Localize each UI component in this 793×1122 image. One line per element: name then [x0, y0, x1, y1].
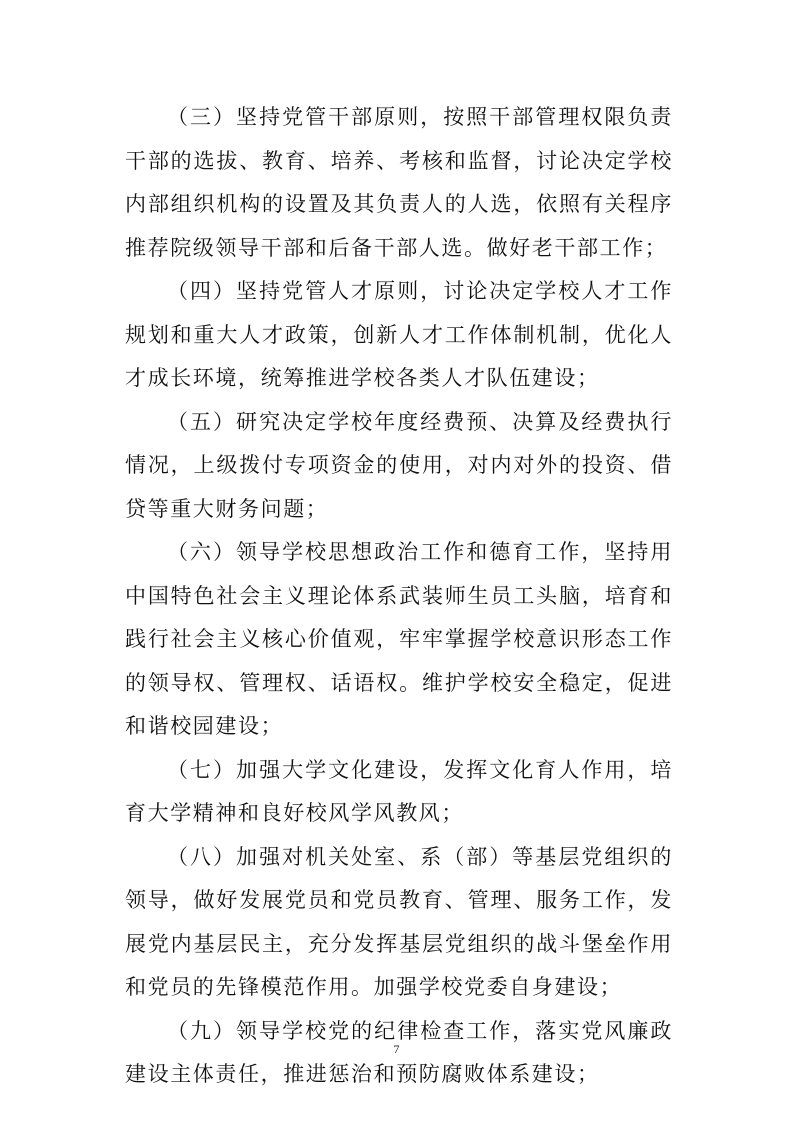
paragraph-4: （四）坚持党管人才原则，讨论决定学校人才工作规划和重大人才政策，创新人才工作体制机制，优化人才成长环境，统筹推进学校各类人才队伍建设； — [125, 279, 673, 390]
paragraph-9: （九）领导学校党的纪律检查工作，落实党风廉政建设主体责任，推进惩治和预防腐败体系建设； — [125, 1018, 673, 1086]
paragraph-7: （七）加强大学文化建设，发挥文化育人作用，培育大学精神和良好校风学风教风； — [125, 757, 673, 825]
paragraph-6: （六）领导学校思想政治工作和德育工作，坚持用中国特色社会主义理论体系武装师生员工头脑，培育和践行社会主义核心价值观，牢牢掌握学校意识形态工作的领导权、管理权、话语权。维护学校安全稳定，促进和谐校园建设； — [125, 540, 673, 738]
page-number: 7 — [393, 1042, 400, 1056]
paragraph-8: （八）加强对机关处室、系（部）等基层党组织的领导，做好发展党员和党员教育、管理、服务工作，发展党内基层民主，充分发挥基层党组织的战斗堡垒作用和党员的先锋模范作用。加强学校党委自身建设； — [125, 844, 673, 999]
paragraph-3: （三）坚持党管干部原则，按照干部管理权限负责干部的选拔、教育、培养、考核和监督，讨论决定学校内部组织机构的设置及其负责人的人选，依照有关程序推荐院级领导干部和后备干部人选。做好老干部工作； — [125, 105, 673, 260]
document-body — [125, 96, 673, 1097]
paragraph-5: （五）研究决定学校年度经费预、决算及经费执行情况，上级拨付专项资金的使用，对内对外的投资、借贷等重大财务问题； — [125, 409, 673, 521]
